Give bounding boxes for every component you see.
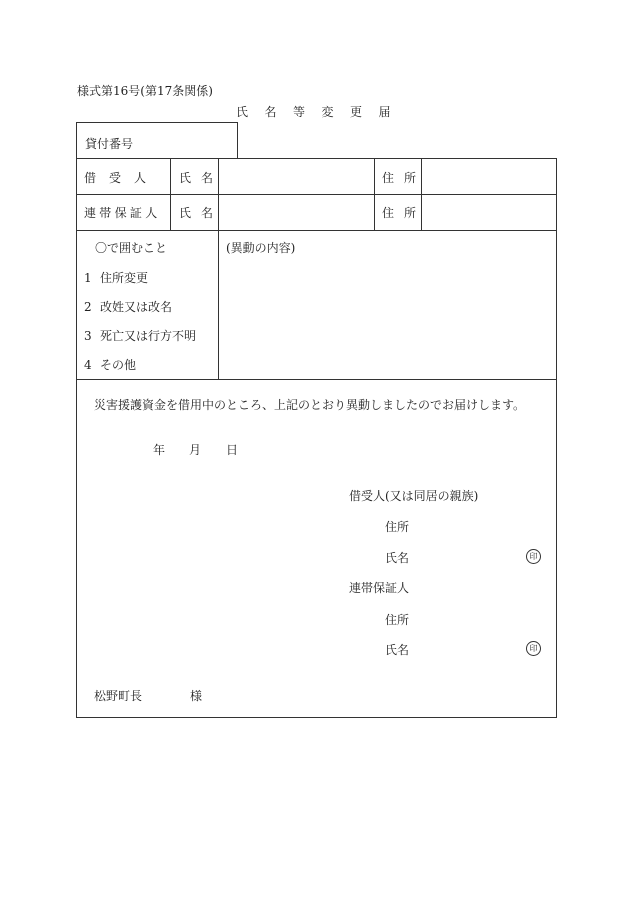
change-option-death[interactable]: 3 死亡又は行方不明: [84, 329, 197, 343]
date-day-label: 日: [226, 443, 239, 457]
date-year-label: 年: [153, 443, 166, 457]
loan-number-label: 貸付番号: [85, 137, 134, 151]
row-divider: [77, 230, 556, 231]
row-divider: [77, 194, 556, 195]
guarantor-name-label: 氏名: [179, 206, 224, 220]
change-option-other[interactable]: 4 その他: [84, 358, 137, 372]
borrower-name-label: 氏名: [179, 171, 224, 185]
guarantor-signature-name: 氏名: [385, 643, 410, 657]
guarantor-address-label: 住所: [382, 206, 427, 220]
declaration-statement: 災害援護資金を借用中のところ、上記のとおり異動しましたのでお届けします。: [94, 398, 526, 412]
seal-icon: 印: [526, 549, 541, 564]
change-option-name[interactable]: 2 改姓又は改名: [84, 300, 173, 314]
guarantor-label: 連帯保証人: [84, 206, 161, 220]
borrower-address-label: 住所: [382, 171, 427, 185]
borrower-signature-name: 氏名: [385, 551, 410, 565]
circle-instruction: 〇で囲むこと: [95, 241, 168, 255]
form-title: 氏名等変更届: [236, 105, 408, 119]
addressee-name: 松野町長: [94, 689, 143, 703]
addressee-honorific: 様: [190, 689, 203, 703]
borrower-signature-heading: 借受人(又は同居の親族): [349, 489, 479, 503]
col-divider: [218, 159, 219, 379]
loan-number-box: [76, 122, 238, 158]
change-content-label: (異動の内容): [226, 241, 296, 255]
col-divider: [170, 159, 171, 230]
date-month-label: 月: [189, 443, 202, 457]
form-number: 様式第16号(第17条関係): [77, 84, 213, 98]
guarantor-signature-heading: 連帯保証人: [349, 581, 410, 595]
row-divider: [77, 379, 556, 380]
change-option-address[interactable]: 1 住所変更: [84, 271, 149, 285]
borrower-signature-address: 住所: [385, 520, 410, 534]
guarantor-signature-address: 住所: [385, 613, 410, 627]
borrower-label: 借受人: [84, 171, 160, 185]
seal-icon: 印: [526, 641, 541, 656]
col-divider: [374, 159, 375, 230]
form-table: [76, 158, 557, 718]
